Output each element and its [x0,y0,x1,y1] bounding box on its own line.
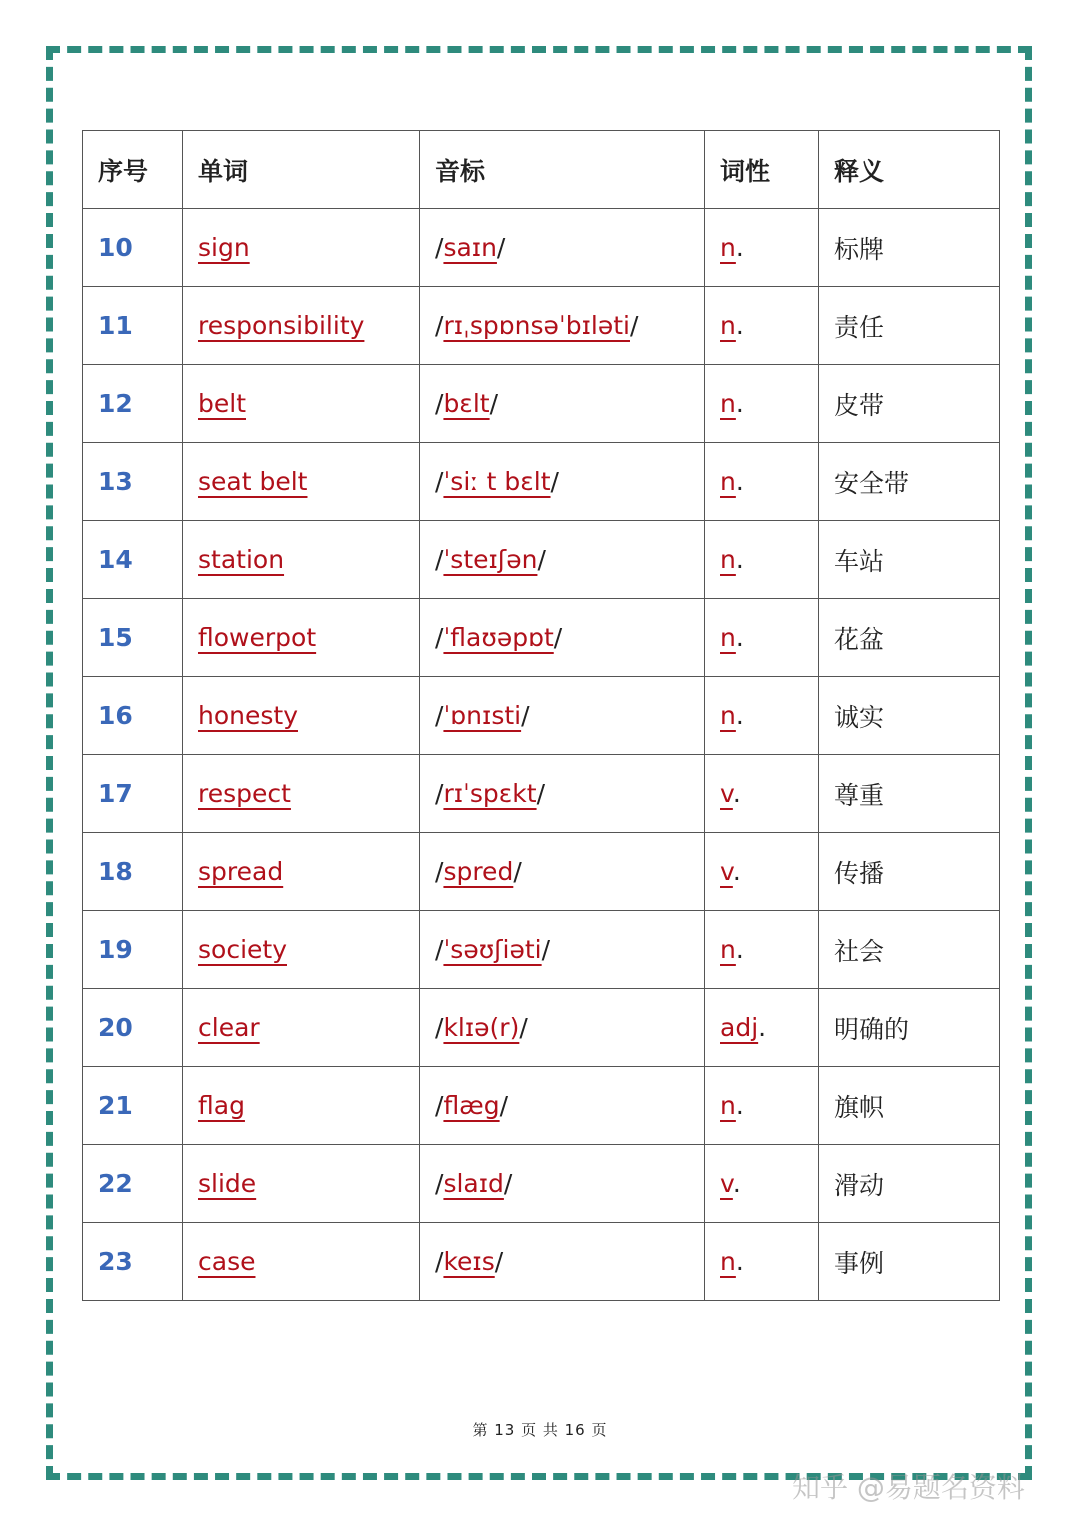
row-phonetic: /ˈsiː t bɛlt/ [420,443,705,521]
header-meaning: 释义 [819,131,1000,209]
row-word: seat belt [183,443,420,521]
table-row [83,677,1000,755]
row-word: honesty [183,677,420,755]
table-row [83,599,1000,677]
row-word: slide [183,1145,420,1223]
row-number: 18 [83,833,183,911]
row-word: belt [183,365,420,443]
row-meaning: 尊重 [819,755,1000,833]
row-phonetic: /ˈsteɪʃən/ [420,521,705,599]
table-header-row [83,131,1000,209]
row-part-of-speech: n. [705,1067,819,1145]
row-word: spread [183,833,420,911]
row-meaning: 责任 [819,287,1000,365]
row-word: clear [183,989,420,1067]
row-phonetic: /slaɪd/ [420,1145,705,1223]
header-number: 序号 [83,131,183,209]
header-part-of-speech: 词性 [705,131,819,209]
row-word: flowerpot [183,599,420,677]
row-number: 11 [83,287,183,365]
row-phonetic: /saɪn/ [420,209,705,287]
row-part-of-speech: n. [705,287,819,365]
table-row [83,209,1000,287]
table-row [83,521,1000,599]
row-meaning: 标牌 [819,209,1000,287]
table-row [83,1223,1000,1301]
row-word: flag [183,1067,420,1145]
table-row [83,1145,1000,1223]
row-word: station [183,521,420,599]
row-phonetic: /klɪə(r)/ [420,989,705,1067]
row-meaning: 皮带 [819,365,1000,443]
row-part-of-speech: v. [705,755,819,833]
row-part-of-speech: n. [705,599,819,677]
header-phonetic: 音标 [420,131,705,209]
table-row [83,911,1000,989]
row-meaning: 车站 [819,521,1000,599]
row-number: 19 [83,911,183,989]
row-phonetic: /spred/ [420,833,705,911]
row-number: 12 [83,365,183,443]
row-word: case [183,1223,420,1301]
row-number: 20 [83,989,183,1067]
table-row [83,287,1000,365]
row-word: respect [183,755,420,833]
row-number: 13 [83,443,183,521]
row-phonetic: /rɪˈspɛkt/ [420,755,705,833]
row-part-of-speech: n. [705,209,819,287]
row-meaning: 传播 [819,833,1000,911]
row-part-of-speech: n. [705,1223,819,1301]
row-number: 21 [83,1067,183,1145]
row-number: 10 [83,209,183,287]
row-word: sign [183,209,420,287]
row-number: 22 [83,1145,183,1223]
row-part-of-speech: n. [705,911,819,989]
row-phonetic: /ˈɒnɪsti/ [420,677,705,755]
row-phonetic: /ˈflaʊəpɒt/ [420,599,705,677]
row-part-of-speech: n. [705,677,819,755]
row-meaning: 社会 [819,911,1000,989]
row-part-of-speech: v. [705,1145,819,1223]
watermark-text: 知乎 @易题名资料 [792,1471,1025,1504]
row-part-of-speech: v. [705,833,819,911]
header-word: 单词 [183,131,420,209]
row-word: responsibility [183,287,420,365]
row-meaning: 旗帜 [819,1067,1000,1145]
row-meaning: 花盆 [819,599,1000,677]
table-row [83,989,1000,1067]
row-phonetic: /rɪˌspɒnsəˈbɪləti/ [420,287,705,365]
row-meaning: 安全带 [819,443,1000,521]
row-meaning: 滑动 [819,1145,1000,1223]
row-phonetic: /bɛlt/ [420,365,705,443]
row-part-of-speech: n. [705,443,819,521]
row-part-of-speech: n. [705,521,819,599]
row-part-of-speech: n. [705,365,819,443]
row-number: 15 [83,599,183,677]
page-footer: 第 13 页 共 16 页 [472,1421,608,1439]
row-phonetic: /flæg/ [420,1067,705,1145]
vocabulary-table [82,130,1000,1301]
row-meaning: 事例 [819,1223,1000,1301]
row-meaning: 诚实 [819,677,1000,755]
table-row [83,833,1000,911]
row-number: 23 [83,1223,183,1301]
table-row [83,443,1000,521]
table-row [83,365,1000,443]
row-number: 17 [83,755,183,833]
row-phonetic: /keɪs/ [420,1223,705,1301]
row-meaning: 明确的 [819,989,1000,1067]
table-row [83,755,1000,833]
row-phonetic: /ˈsəʊʃiəti/ [420,911,705,989]
table-row [83,1067,1000,1145]
row-number: 16 [83,677,183,755]
row-part-of-speech: adj. [705,989,819,1067]
row-word: society [183,911,420,989]
row-number: 14 [83,521,183,599]
